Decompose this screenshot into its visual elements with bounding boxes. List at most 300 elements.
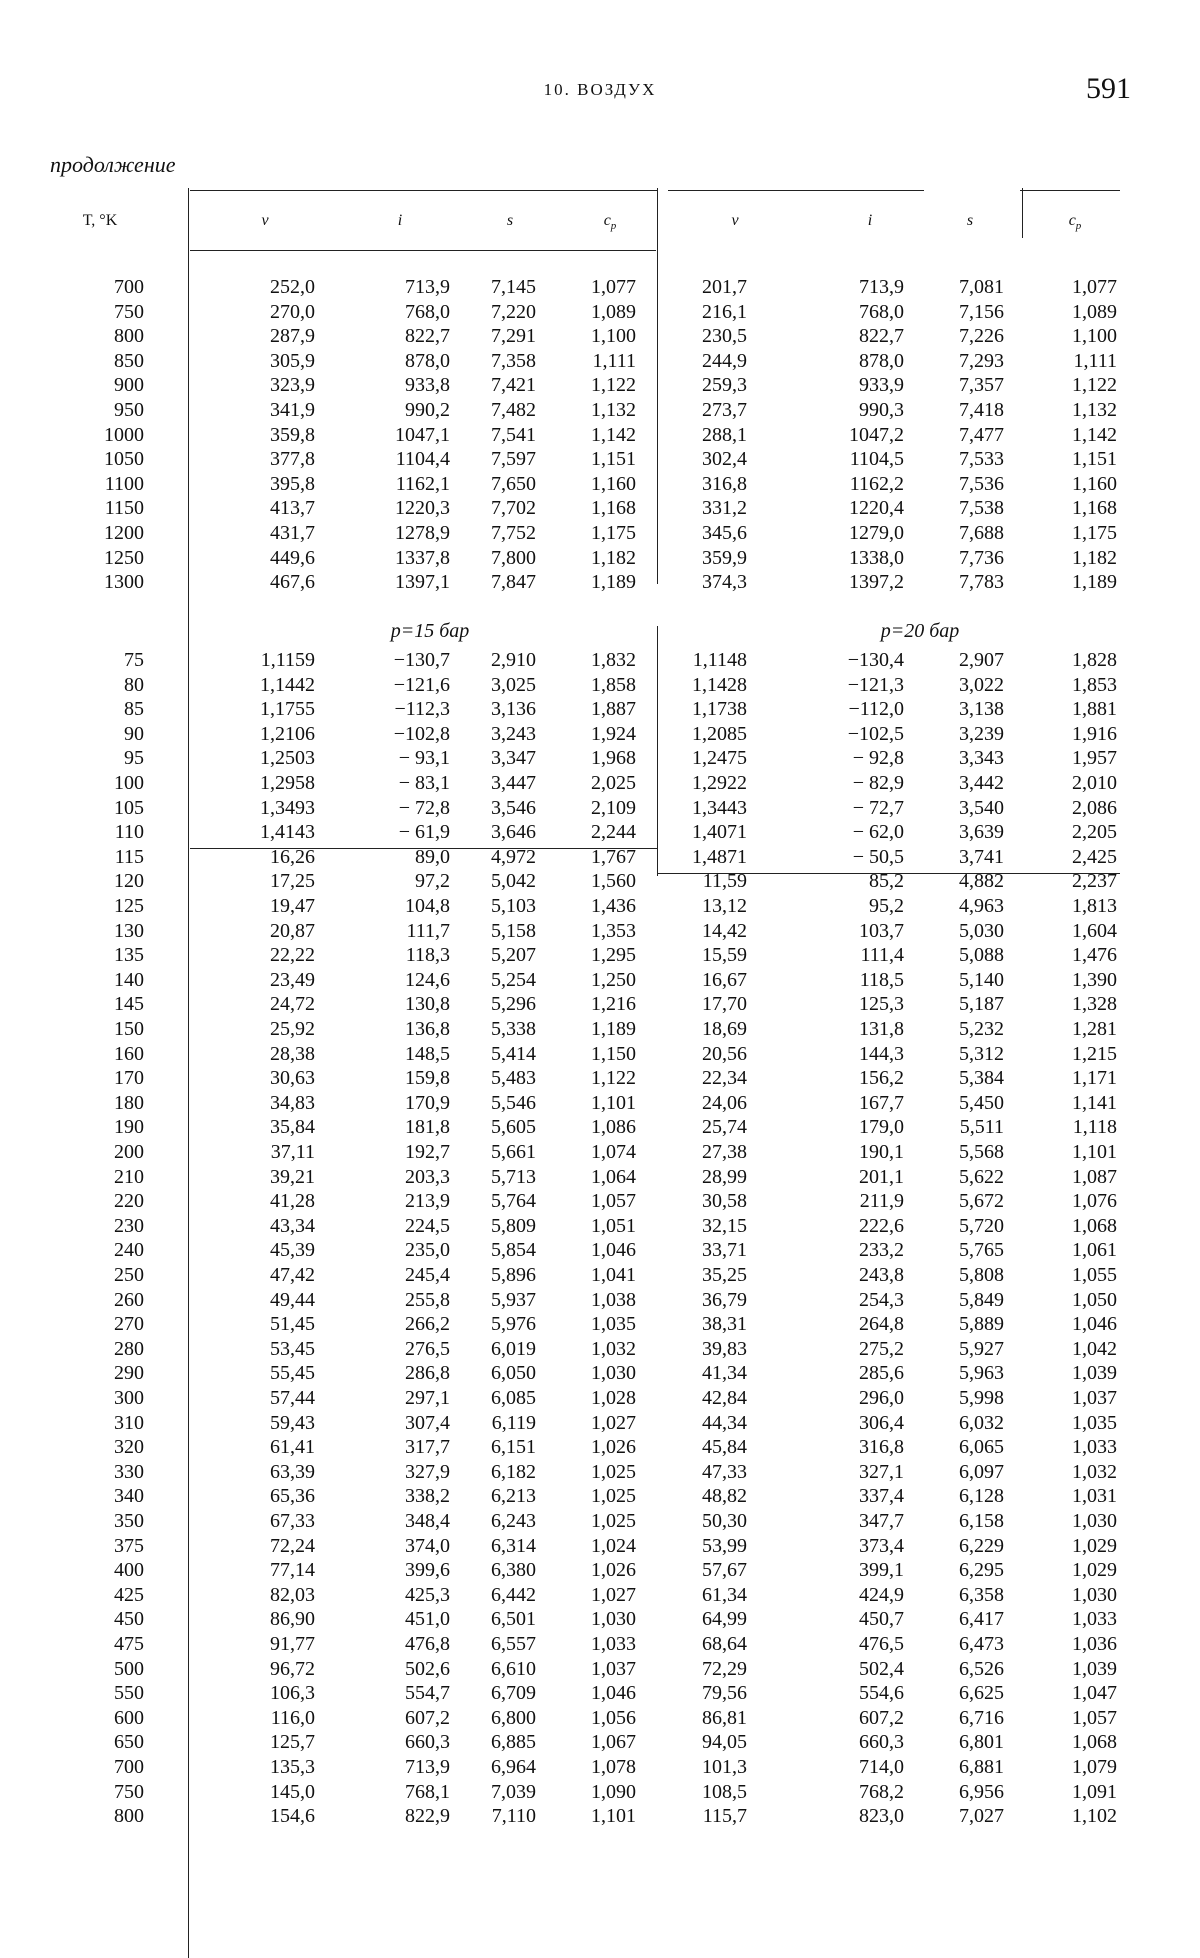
cell-v20: 14,42 — [702, 919, 747, 942]
cell-v15: 125,7 — [270, 1731, 315, 1754]
table-row — [0, 673, 1200, 698]
col-header-cp-left: $c_p$ — [603, 212, 617, 233]
cell-i15: 148,5 — [405, 1042, 450, 1065]
cell-cp20: 1,076 — [1072, 1190, 1117, 1213]
cell-T: 900 — [114, 374, 144, 397]
cell-v20: 32,15 — [702, 1214, 747, 1237]
cell-i15: − 72,8 — [398, 796, 450, 819]
cell-s15: 3,447 — [491, 772, 536, 794]
cell-v15: 57,44 — [270, 1387, 315, 1409]
cell-v15: 65,36 — [270, 1485, 315, 1508]
cell-cp15: 1,767 — [591, 845, 636, 868]
cell-T: 200 — [114, 1141, 144, 1163]
cell-cp15: 1,026 — [591, 1559, 636, 1582]
cell-cp15: 1,056 — [591, 1706, 636, 1729]
cell-s20: 5,889 — [959, 1313, 1004, 1336]
table-row — [0, 697, 1200, 722]
cell-T: 1000 — [104, 423, 144, 446]
cell-s20: 3,138 — [959, 698, 1004, 721]
table-row — [0, 1214, 1200, 1239]
cell-i20: 768,2 — [859, 1780, 904, 1803]
table-row — [0, 546, 1200, 571]
cell-cp20: 1,101 — [1072, 1141, 1117, 1163]
cell-cp20: 2,425 — [1072, 845, 1117, 868]
cell-cp20: 1,061 — [1072, 1239, 1117, 1262]
cell-cp15: 1,832 — [591, 649, 636, 671]
cell-i20: 118,5 — [859, 968, 904, 991]
cell-s20: 7,688 — [959, 522, 1004, 544]
cell-s15: 5,976 — [491, 1313, 536, 1336]
table-row — [0, 869, 1200, 894]
cell-cp20: 1,057 — [1072, 1706, 1117, 1729]
cell-i20: −121,3 — [847, 673, 904, 696]
cell-cp20: 1,102 — [1072, 1805, 1117, 1828]
cell-s20: 6,473 — [959, 1633, 1004, 1655]
cell-i15: 89,0 — [415, 845, 450, 868]
cell-s15: 2,910 — [491, 649, 536, 671]
cell-i20: 1338,0 — [849, 546, 904, 569]
cell-cp20: 1,160 — [1072, 472, 1117, 495]
cell-cp15: 1,064 — [591, 1165, 636, 1188]
cell-T: 210 — [114, 1165, 144, 1188]
cell-v15: 287,9 — [270, 325, 315, 348]
cell-cp20: 1,039 — [1072, 1657, 1117, 1680]
cell-s20: 6,097 — [959, 1460, 1004, 1483]
cell-cp15: 1,032 — [591, 1337, 636, 1360]
table-row — [0, 1263, 1200, 1288]
cell-v15: 449,6 — [270, 546, 315, 569]
cell-cp15: 1,151 — [591, 448, 636, 471]
cell-cp15: 2,109 — [591, 796, 636, 819]
cell-i20: 211,9 — [859, 1190, 904, 1213]
cell-s15: 3,546 — [491, 796, 536, 819]
cell-T: 1150 — [104, 497, 144, 520]
cell-cp20: 1,036 — [1072, 1633, 1117, 1655]
cell-i20: 1047,2 — [849, 423, 904, 446]
cell-i15: 1104,4 — [395, 448, 450, 471]
cell-i15: 118,3 — [405, 944, 450, 967]
cell-v20: 302,4 — [702, 448, 747, 471]
cell-i20: 275,2 — [859, 1337, 904, 1360]
cell-v15: 67,33 — [270, 1510, 315, 1532]
cell-T: 240 — [114, 1239, 144, 1262]
cell-cp15: 1,858 — [591, 673, 636, 696]
cell-T: 170 — [114, 1067, 144, 1090]
cell-v15: 135,3 — [270, 1756, 315, 1778]
cell-i20: 714,0 — [859, 1756, 904, 1778]
cell-cp15: 1,250 — [591, 968, 636, 991]
cell-T: 230 — [114, 1214, 144, 1237]
cell-v20: 36,79 — [702, 1288, 747, 1311]
cell-T: 90 — [124, 722, 144, 745]
cell-T: 375 — [114, 1534, 144, 1557]
cell-T: 1250 — [104, 546, 144, 569]
cell-i20: 264,8 — [859, 1313, 904, 1336]
cell-i15: 181,8 — [405, 1116, 450, 1139]
table-row — [0, 1238, 1200, 1263]
table-row — [0, 496, 1200, 521]
cell-i20: 424,9 — [859, 1583, 904, 1606]
cell-v15: 359,8 — [270, 423, 315, 446]
cell-v15: 305,9 — [270, 349, 315, 372]
cell-v20: 64,99 — [702, 1608, 747, 1631]
cell-i20: 878,0 — [859, 349, 904, 372]
cell-i15: 192,7 — [405, 1141, 450, 1163]
cell-i20: 450,7 — [859, 1608, 904, 1631]
cell-i20: −130,4 — [847, 649, 904, 671]
cell-s15: 7,039 — [491, 1780, 536, 1803]
cell-s20: 6,032 — [959, 1411, 1004, 1434]
cell-s15: 5,103 — [491, 895, 536, 917]
cell-i15: 307,4 — [405, 1411, 450, 1434]
cell-i15: −130,7 — [393, 649, 450, 671]
cell-i20: 111,4 — [860, 944, 904, 967]
cell-v15: 24,72 — [270, 993, 315, 1016]
cell-v15: 63,39 — [270, 1460, 315, 1483]
cell-v20: 216,1 — [702, 300, 747, 323]
cell-i15: 317,7 — [405, 1436, 450, 1459]
cell-cp15: 1,090 — [591, 1780, 636, 1803]
cell-T: 950 — [114, 399, 144, 421]
cell-T: 105 — [114, 796, 144, 819]
cell-i15: − 61,9 — [398, 821, 450, 844]
cell-T: 350 — [114, 1510, 144, 1532]
cell-i15: 276,5 — [405, 1337, 450, 1360]
cell-i20: 156,2 — [859, 1067, 904, 1090]
cell-i15: 245,4 — [405, 1264, 450, 1286]
cell-cp20: 1,916 — [1072, 722, 1117, 745]
cell-s20: 6,526 — [959, 1657, 1004, 1680]
cell-s20: 5,088 — [959, 944, 1004, 967]
cell-i20: 254,3 — [859, 1288, 904, 1311]
cell-i15: 607,2 — [405, 1706, 450, 1729]
cell-v15: 41,28 — [270, 1190, 315, 1213]
table-row — [0, 1066, 1200, 1091]
cell-T: 290 — [114, 1362, 144, 1385]
cell-i20: 554,6 — [859, 1682, 904, 1705]
cell-s20: 5,384 — [959, 1067, 1004, 1090]
cell-v15: 154,6 — [270, 1805, 315, 1828]
col-header-cp-right: $c_p$ — [1068, 212, 1082, 233]
cell-i20: 337,4 — [859, 1485, 904, 1508]
cell-s15: 7,800 — [491, 546, 536, 569]
cell-v15: 45,39 — [270, 1239, 315, 1262]
table-row — [0, 300, 1200, 325]
cell-cp20: 1,029 — [1072, 1534, 1117, 1557]
cell-i15: 136,8 — [405, 1018, 450, 1040]
cell-v20: 30,58 — [702, 1190, 747, 1213]
cell-i15: 822,7 — [405, 325, 450, 348]
cell-cp20: 1,189 — [1072, 571, 1117, 594]
cell-v15: 55,45 — [270, 1362, 315, 1385]
cell-s15: 6,182 — [491, 1460, 536, 1483]
table-row — [0, 771, 1200, 796]
cell-cp15: 1,216 — [591, 993, 636, 1016]
cell-s15: 3,243 — [491, 722, 536, 745]
cell-s15: 7,702 — [491, 497, 536, 520]
cell-i15: 1337,8 — [395, 546, 450, 569]
cell-s20: 6,956 — [959, 1780, 1004, 1803]
cell-cp15: 1,028 — [591, 1387, 636, 1409]
cell-v15: 47,42 — [270, 1264, 315, 1286]
cell-s15: 3,646 — [491, 821, 536, 844]
cell-cp15: 1,160 — [591, 472, 636, 495]
cell-cp15: 1,182 — [591, 546, 636, 569]
cell-T: 750 — [114, 1780, 144, 1803]
header-rule-left — [190, 190, 658, 191]
cell-s20: 7,156 — [959, 300, 1004, 323]
cell-i15: 348,4 — [405, 1510, 450, 1532]
cell-i15: 1220,3 — [395, 497, 450, 520]
cell-v15: 53,45 — [270, 1337, 315, 1360]
cell-v20: 39,83 — [702, 1337, 747, 1360]
cell-i15: 502,6 — [405, 1657, 450, 1680]
cell-i20: 190,1 — [859, 1141, 904, 1163]
cell-s20: 3,022 — [959, 673, 1004, 696]
cell-s15: 6,151 — [491, 1436, 536, 1459]
table-row — [0, 423, 1200, 448]
cell-T: 700 — [114, 1756, 144, 1778]
cell-v15: 39,21 — [270, 1165, 315, 1188]
cell-T: 340 — [114, 1485, 144, 1508]
cell-s15: 5,042 — [491, 870, 536, 893]
cell-v20: 33,71 — [702, 1239, 747, 1262]
cell-s20: 3,442 — [959, 772, 1004, 794]
cell-i20: 316,8 — [859, 1436, 904, 1459]
table-row — [0, 1460, 1200, 1485]
cell-T: 425 — [114, 1583, 144, 1606]
cell-s15: 6,557 — [491, 1633, 536, 1655]
table-row — [0, 1755, 1200, 1780]
cell-s20: 3,540 — [959, 796, 1004, 819]
cell-s15: 6,709 — [491, 1682, 536, 1705]
cell-i20: 1397,2 — [849, 571, 904, 594]
table-row — [0, 894, 1200, 919]
cell-cp20: 1,142 — [1072, 423, 1117, 446]
cell-v15: 16,26 — [270, 845, 315, 868]
table-row — [0, 1534, 1200, 1559]
col-header-v-right: v — [731, 212, 739, 229]
cell-s20: 5,511 — [959, 1116, 1004, 1139]
cell-cp20: 1,813 — [1072, 895, 1117, 917]
cell-T: 220 — [114, 1190, 144, 1213]
cell-i20: 243,8 — [859, 1264, 904, 1286]
cell-s20: 5,808 — [959, 1264, 1004, 1286]
cell-v15: 1,1442 — [260, 673, 315, 696]
cell-cp15: 1,168 — [591, 497, 636, 520]
cell-s15: 5,854 — [491, 1239, 536, 1262]
cell-i15: 255,8 — [405, 1288, 450, 1311]
cell-s20: 6,881 — [959, 1756, 1004, 1778]
cell-v20: 1,4871 — [692, 845, 747, 868]
cell-v20: 61,34 — [702, 1583, 747, 1606]
cell-i15: 1162,1 — [395, 472, 450, 495]
cell-v15: 23,49 — [270, 968, 315, 991]
cell-T: 1100 — [104, 472, 144, 495]
cell-cp15: 1,100 — [591, 325, 636, 348]
col-header-s-left: s — [506, 212, 514, 229]
cell-T: 75 — [124, 649, 144, 671]
cell-v20: 273,7 — [702, 399, 747, 421]
cell-v15: 72,24 — [270, 1534, 315, 1557]
cell-v20: 1,1738 — [692, 698, 747, 721]
cell-cp20: 2,237 — [1072, 870, 1117, 893]
cell-v15: 19,47 — [270, 895, 315, 917]
cell-s20: 3,239 — [959, 722, 1004, 745]
cell-s20: 7,736 — [959, 546, 1004, 569]
cell-v20: 20,56 — [702, 1042, 747, 1065]
cell-i15: 286,8 — [405, 1362, 450, 1385]
cell-s20: 7,357 — [959, 374, 1004, 397]
cell-s15: 6,380 — [491, 1559, 536, 1582]
cell-v20: 201,7 — [702, 276, 747, 298]
cell-v20: 316,8 — [702, 472, 747, 495]
cell-v20: 22,34 — [702, 1067, 747, 1090]
cell-i20: −112,0 — [848, 698, 904, 721]
cell-s20: 5,765 — [959, 1239, 1004, 1262]
cell-v15: 252,0 — [270, 276, 315, 298]
cell-cp20: 1,604 — [1072, 919, 1117, 942]
cell-i15: 170,9 — [405, 1091, 450, 1114]
table-row — [0, 1337, 1200, 1362]
cell-i15: 933,8 — [405, 374, 450, 397]
cell-s15: 6,085 — [491, 1387, 536, 1409]
table-row — [0, 746, 1200, 771]
cell-v20: 1,4071 — [692, 821, 747, 844]
table-row — [0, 1706, 1200, 1731]
cell-i15: 159,8 — [405, 1067, 450, 1090]
cell-i20: 373,4 — [859, 1534, 904, 1557]
table-row — [0, 1632, 1200, 1657]
cell-v20: 15,59 — [702, 944, 747, 967]
cell-i20: 296,0 — [859, 1387, 904, 1409]
table-row — [0, 1189, 1200, 1214]
cell-s15: 5,296 — [491, 993, 536, 1016]
cell-cp15: 1,024 — [591, 1534, 636, 1557]
table-row — [0, 1509, 1200, 1534]
table-row — [0, 1165, 1200, 1190]
cell-cp15: 1,074 — [591, 1141, 636, 1163]
cell-v20: 16,67 — [702, 968, 747, 991]
cell-cp15: 1,046 — [591, 1682, 636, 1705]
cell-cp15: 1,030 — [591, 1362, 636, 1385]
cell-s20: 7,538 — [959, 497, 1004, 520]
cell-v20: 53,99 — [702, 1534, 747, 1557]
cell-cp20: 1,476 — [1072, 944, 1117, 967]
table-row — [0, 521, 1200, 546]
cell-i20: 103,7 — [859, 919, 904, 942]
cell-s20: 6,417 — [959, 1608, 1004, 1631]
cell-v15: 86,90 — [270, 1608, 315, 1631]
cell-s20: 3,741 — [959, 845, 1004, 868]
cell-v15: 25,92 — [270, 1018, 315, 1040]
cell-T: 300 — [114, 1387, 144, 1409]
cell-T: 130 — [114, 919, 144, 942]
cell-T: 600 — [114, 1706, 144, 1729]
cell-s15: 5,764 — [491, 1190, 536, 1213]
cell-i15: 451,0 — [405, 1608, 450, 1631]
cell-i20: 607,2 — [859, 1706, 904, 1729]
cell-i20: 285,6 — [859, 1362, 904, 1385]
cell-v15: 323,9 — [270, 374, 315, 397]
cell-s20: 7,783 — [959, 571, 1004, 594]
cell-i20: − 82,9 — [852, 772, 904, 794]
cell-cp15: 1,035 — [591, 1313, 636, 1336]
cell-v20: 25,74 — [702, 1116, 747, 1139]
cell-v15: 1,1159 — [260, 649, 315, 671]
cell-s15: 6,442 — [491, 1583, 536, 1606]
cell-i15: 399,6 — [405, 1559, 450, 1582]
table-row — [0, 1288, 1200, 1313]
cell-T: 145 — [114, 993, 144, 1016]
cell-cp20: 1,957 — [1072, 747, 1117, 770]
cell-v20: 108,5 — [702, 1780, 747, 1803]
cell-s20: 7,536 — [959, 472, 1004, 495]
cell-v15: 1,2958 — [260, 772, 315, 794]
cell-v15: 467,6 — [270, 571, 315, 594]
cell-v20: 45,84 — [702, 1436, 747, 1459]
cell-i15: 203,3 — [405, 1165, 450, 1188]
table-row — [0, 943, 1200, 968]
cell-cp15: 1,101 — [591, 1805, 636, 1828]
cell-T: 270 — [114, 1313, 144, 1336]
table-row — [0, 648, 1200, 673]
cell-s15: 3,347 — [491, 747, 536, 770]
cell-T: 180 — [114, 1091, 144, 1114]
table-row — [0, 845, 1200, 870]
cell-i15: − 93,1 — [398, 747, 450, 770]
cell-cp20: 1,141 — [1072, 1091, 1117, 1114]
cell-v20: 68,64 — [702, 1633, 747, 1655]
cell-s20: 5,622 — [959, 1165, 1004, 1188]
cell-s20: 6,625 — [959, 1682, 1004, 1705]
cell-cp20: 1,031 — [1072, 1485, 1117, 1508]
table-row — [0, 722, 1200, 747]
cell-cp15: 1,046 — [591, 1239, 636, 1262]
cell-T: 110 — [114, 821, 144, 844]
cell-i20: − 62,0 — [852, 821, 904, 844]
cell-s15: 3,136 — [491, 698, 536, 721]
cell-i15: 713,9 — [405, 276, 450, 298]
table-row — [0, 1435, 1200, 1460]
cell-s15: 7,358 — [491, 349, 536, 372]
cell-cp20: 1,151 — [1072, 448, 1117, 471]
cell-v20: 13,12 — [702, 895, 747, 917]
cell-cp15: 1,189 — [591, 1018, 636, 1040]
cell-v15: 116,0 — [270, 1706, 315, 1729]
cell-i20: − 92,8 — [852, 747, 904, 770]
cell-T: 310 — [114, 1411, 144, 1434]
cell-v20: 38,31 — [702, 1313, 747, 1336]
cell-T: 85 — [124, 698, 144, 721]
cell-i15: 111,7 — [406, 919, 450, 942]
cell-v20: 1,2475 — [692, 747, 747, 770]
cell-v20: 24,06 — [702, 1091, 747, 1114]
header-rule-right-a — [668, 190, 924, 191]
cell-T: 190 — [114, 1116, 144, 1139]
cell-s20: 4,882 — [959, 870, 1004, 893]
cell-s20: 5,140 — [959, 968, 1004, 991]
table-row — [0, 1607, 1200, 1632]
cell-s15: 7,110 — [491, 1805, 536, 1828]
cell-cp20: 2,010 — [1072, 772, 1117, 794]
cell-i20: 822,7 — [859, 325, 904, 348]
cell-v15: 270,0 — [270, 300, 315, 323]
cell-cp20: 1,032 — [1072, 1460, 1117, 1483]
table-row — [0, 570, 1200, 595]
cell-i20: −102,5 — [847, 722, 904, 745]
cell-T: 450 — [114, 1608, 144, 1631]
